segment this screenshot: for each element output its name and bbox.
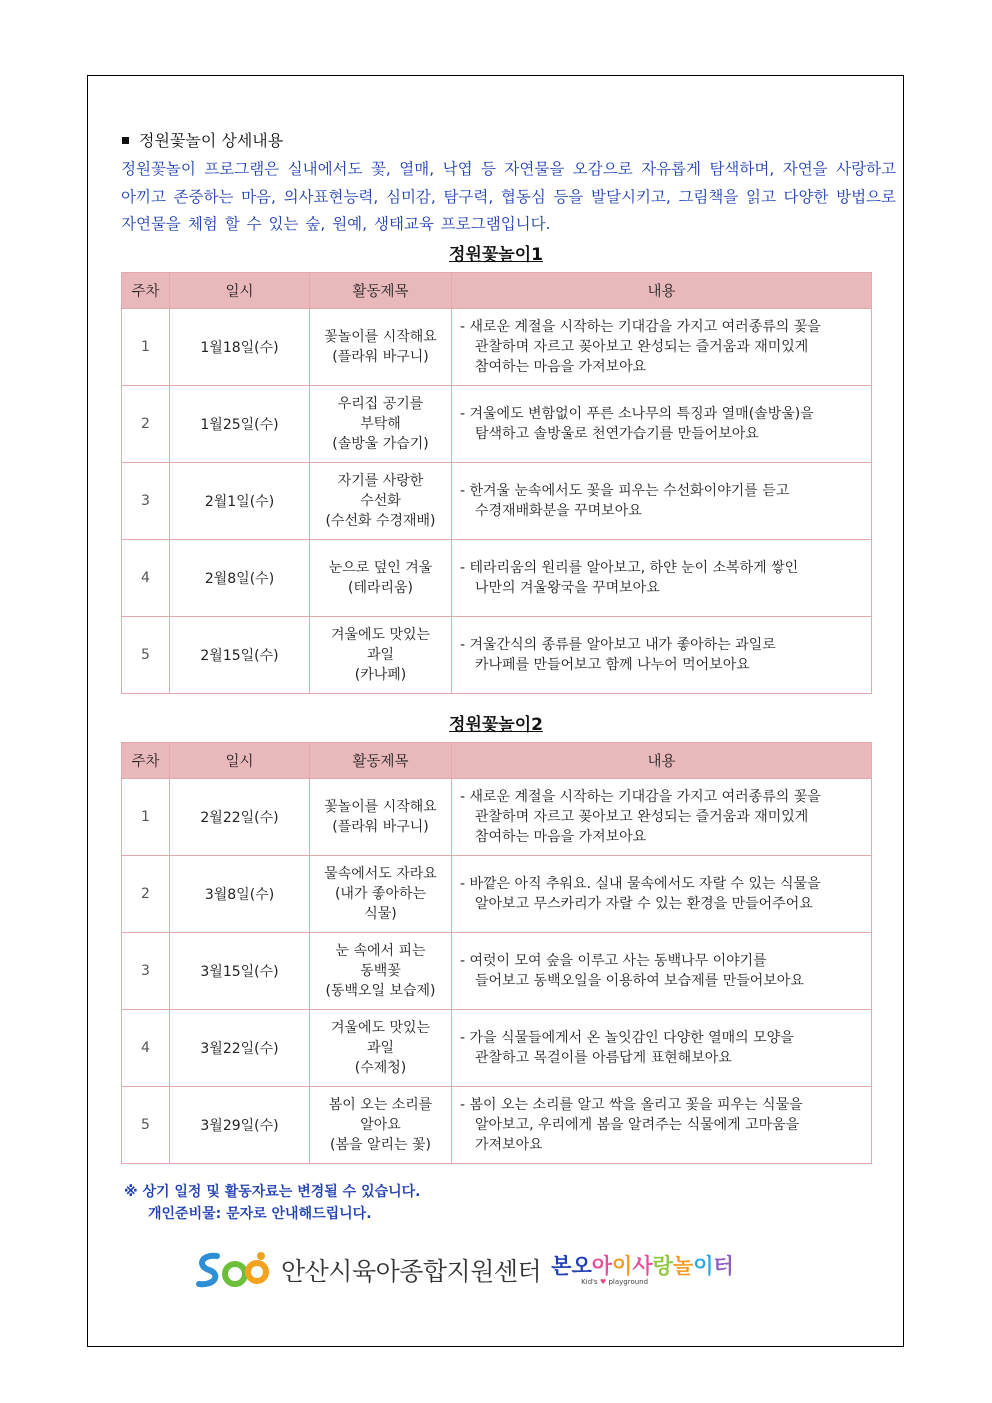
table-row (122, 933, 872, 1010)
activity-line: 겨울에도 맛있는 (330, 627, 431, 643)
date-cell: 1월18일(수) (170, 309, 310, 386)
week-cell: 3 (122, 933, 170, 1010)
week-cell: 4 (122, 540, 170, 617)
header-date: 일시 (170, 743, 310, 779)
pg-char: 이 (612, 1253, 633, 1278)
activity-line: 겨울에도 맛있는 (330, 1020, 431, 1036)
center-name: 안산시육아종합지원센터 (281, 1257, 542, 1286)
week-cell: 2 (122, 386, 170, 463)
activity-line: 물속에서도 자라요 (324, 866, 437, 882)
week-cell: 4 (122, 1010, 170, 1087)
date-cell: 2월15일(수) (170, 617, 310, 694)
activity-cell (310, 933, 452, 1010)
date-cell: 3월15일(수) (170, 933, 310, 1010)
table-header-row (122, 743, 872, 779)
header-week: 주차 (122, 743, 170, 779)
pg-sub-left: Kid's (581, 1277, 598, 1286)
section-heading (122, 128, 283, 151)
week-cell: 1 (122, 309, 170, 386)
content-line: 탐색하고 솔방울로 천연가습기를 만들어보아요 (475, 426, 759, 442)
program1-table (121, 272, 872, 694)
pg-char: 랑 (652, 1253, 673, 1278)
date-cell: 1월25일(수) (170, 386, 310, 463)
activity-cell (310, 386, 452, 463)
week-cell: 5 (122, 1087, 170, 1164)
activity-line: (봄을 알리는 꽃) (330, 1137, 431, 1153)
playground-name (551, 1254, 734, 1278)
activity-line: (솔방울 가습기) (332, 436, 429, 452)
week-cell: 3 (122, 463, 170, 540)
date-cell: 3월8일(수) (170, 856, 310, 933)
activity-line: 눈으로 덮인 겨울 (328, 560, 433, 576)
header-content: 내용 (452, 743, 872, 779)
content-line: 수경재배화분을 꾸며보아요 (475, 503, 642, 519)
content-line: - 겨울에도 변함없이 푸른 소나무의 특징과 열매(솔방울)을 (460, 406, 814, 422)
content-cell (452, 463, 872, 540)
content-cell (452, 309, 872, 386)
header-week: 주차 (122, 273, 170, 309)
activity-line: 과일 (366, 647, 395, 663)
pg-char: 놀 (672, 1253, 694, 1278)
content-line: 참여하는 마음을 가져보아요 (475, 829, 647, 845)
date-cell: 2월22일(수) (170, 779, 310, 856)
content-line: - 봄이 오는 소리를 알고 싹을 올리고 꽃을 피우는 식물을 (460, 1097, 803, 1113)
heart-icon: ♥ (599, 1277, 607, 1286)
activity-line: (플라워 바구니) (332, 819, 429, 835)
activity-line: 자기를 사랑한 (337, 473, 424, 489)
activity-line: 꽃놀이를 시작해요 (324, 799, 437, 815)
content-cell (452, 617, 872, 694)
activity-line: (테라리움) (347, 580, 414, 596)
content-line: 관찰하며 자르고 꽂아보고 완성되는 즐거움과 재미있게 (475, 809, 809, 825)
table-row (122, 386, 872, 463)
table-row (122, 540, 872, 617)
content-line: 들어보고 동백오일을 이용하여 보습제를 만들어보아요 (475, 973, 804, 989)
content-line: 카나페를 만들어보고 함께 나누어 먹어보아요 (475, 657, 750, 673)
pg-char: 이 (693, 1253, 714, 1278)
content-cell (452, 1010, 872, 1087)
header-activity: 활동제목 (310, 273, 452, 309)
program2-title: 정원꽃놀이2 (449, 715, 543, 735)
date-cell: 3월29일(수) (170, 1087, 310, 1164)
content-line: 알아보고, 우리에게 봄을 알려주는 식물에게 고마움을 (475, 1117, 800, 1133)
content-line: 알아보고 무스카리가 자랄 수 있는 환경을 만들어주어요 (475, 896, 813, 912)
activity-line: 꽃놀이를 시작해요 (324, 329, 437, 345)
activity-line: 식물) (364, 906, 397, 922)
table-header-row (122, 273, 872, 309)
content-cell (452, 386, 872, 463)
table-row (122, 463, 872, 540)
content-line: - 테라리움의 원리를 알아보고, 하얀 눈이 소복하게 쌓인 (460, 560, 799, 576)
playground-subtitle (581, 1278, 734, 1287)
table-row (122, 779, 872, 856)
content-line: 참여하는 마음을 가져보아요 (475, 359, 647, 375)
content-line: - 새로운 계절을 시작하는 기대감을 가지고 여러종류의 꽃을 (460, 789, 821, 805)
content-cell (452, 933, 872, 1010)
activity-cell (310, 617, 452, 694)
activity-line: (카나페) (354, 667, 407, 683)
activity-line: 눈 속에서 피는 (335, 943, 426, 959)
content-line: 관찰하며 자르고 꽂아보고 완성되는 즐거움과 재미있게 (475, 339, 809, 355)
week-cell: 1 (122, 779, 170, 856)
pg-char: 아 (591, 1253, 613, 1278)
activity-cell (310, 1010, 452, 1087)
content-line: - 겨울간식의 종류를 알아보고 내가 좋아하는 과일로 (460, 637, 776, 653)
activity-line: (수선화 수경재배) (325, 513, 436, 529)
pg-char: 터 (713, 1253, 734, 1278)
content-line: - 새로운 계절을 시작하는 기대감을 가지고 여러종류의 꽃을 (460, 319, 821, 335)
content-cell (452, 779, 872, 856)
date-cell: 2월8일(수) (170, 540, 310, 617)
program1-title: 정원꽃놀이1 (449, 245, 543, 265)
content-line: 가져보아요 (475, 1137, 543, 1153)
content-line: - 한겨울 눈속에서도 꽃을 피우는 수선화이야기를 듣고 (460, 483, 790, 499)
table-row (122, 1010, 872, 1087)
pg-char: 사 (632, 1253, 653, 1278)
intro-paragraph: 정원꽃놀이 프로그램은 실내에서도 꽃, 열매, 낙엽 등 자연물을 오감으로 자유롭게 탐색하며, 자연을 사랑하고 아끼고 존중하는 마음, 의사표현능력, 심미감, 탐구력, 협동심 등을 발달시키고, 그림책을 읽고 다양한 방법으로 자연물을 체험 할 수 있는 숲, 원예, 생태교육 프로그램입니다. (121, 160, 896, 233)
activity-line: 수선화 (360, 493, 401, 509)
content-line: 나만의 겨울왕국을 꾸며보아요 (475, 580, 660, 596)
activity-line: 과일 (366, 1040, 395, 1056)
pg-prefix: 본오 (551, 1253, 592, 1278)
activity-cell (310, 309, 452, 386)
section-heading-text: 정원꽃놀이 상세내용 (139, 131, 284, 150)
activity-line: 우리집 공기를 (337, 396, 424, 412)
activity-line: 알아요 (360, 1117, 401, 1133)
activity-cell (310, 779, 452, 856)
table-row (122, 617, 872, 694)
footer-logo (195, 1248, 734, 1292)
activity-line: (수제청) (354, 1060, 407, 1076)
activity-line: (내가 좋아하는 (334, 886, 427, 902)
notice-line-2: 개인준비물: 문자로 안내해드립니다. (148, 1206, 372, 1222)
content-cell (452, 540, 872, 617)
content-cell (452, 856, 872, 933)
header-content: 내용 (452, 273, 872, 309)
notice (124, 1181, 420, 1225)
content-line: 관찰하고 목걸이를 아름답게 표현해보아요 (475, 1050, 732, 1066)
activity-line: 부탁해 (360, 416, 401, 432)
week-cell: 5 (122, 617, 170, 694)
activity-line: 봄이 오는 소리를 (328, 1097, 433, 1113)
program2-table (121, 742, 872, 1164)
content-cell (452, 1087, 872, 1164)
date-cell: 3월22일(수) (170, 1010, 310, 1087)
content-line: - 가을 식물들에게서 온 놀잇감인 다양한 열매의 모양을 (460, 1030, 794, 1046)
center-logo-icon (195, 1250, 273, 1290)
activity-cell (310, 540, 452, 617)
activity-cell (310, 856, 452, 933)
header-date: 일시 (170, 273, 310, 309)
square-bullet-icon (122, 137, 129, 144)
table-row (122, 856, 872, 933)
activity-cell (310, 1087, 452, 1164)
playground-logo (551, 1254, 734, 1287)
content-line: - 바깥은 아직 추워요. 실내 물속에서도 자랄 수 있는 식물을 (460, 876, 821, 892)
activity-cell (310, 463, 452, 540)
date-cell: 2월1일(수) (170, 463, 310, 540)
table-row (122, 1087, 872, 1164)
content-line: - 여럿이 모여 숲을 이루고 사는 동백나무 이야기를 (460, 953, 767, 969)
activity-line: 동백꽃 (360, 963, 401, 979)
activity-line: (동백오일 보습제) (325, 983, 436, 999)
notice-line-1: ※ 상기 일정 및 활동자료는 변경될 수 있습니다. (124, 1184, 421, 1200)
week-cell: 2 (122, 856, 170, 933)
table-row (122, 309, 872, 386)
activity-line: (플라워 바구니) (332, 349, 429, 365)
header-activity: 활동제목 (310, 743, 452, 779)
pg-sub-right: playground (608, 1277, 649, 1286)
